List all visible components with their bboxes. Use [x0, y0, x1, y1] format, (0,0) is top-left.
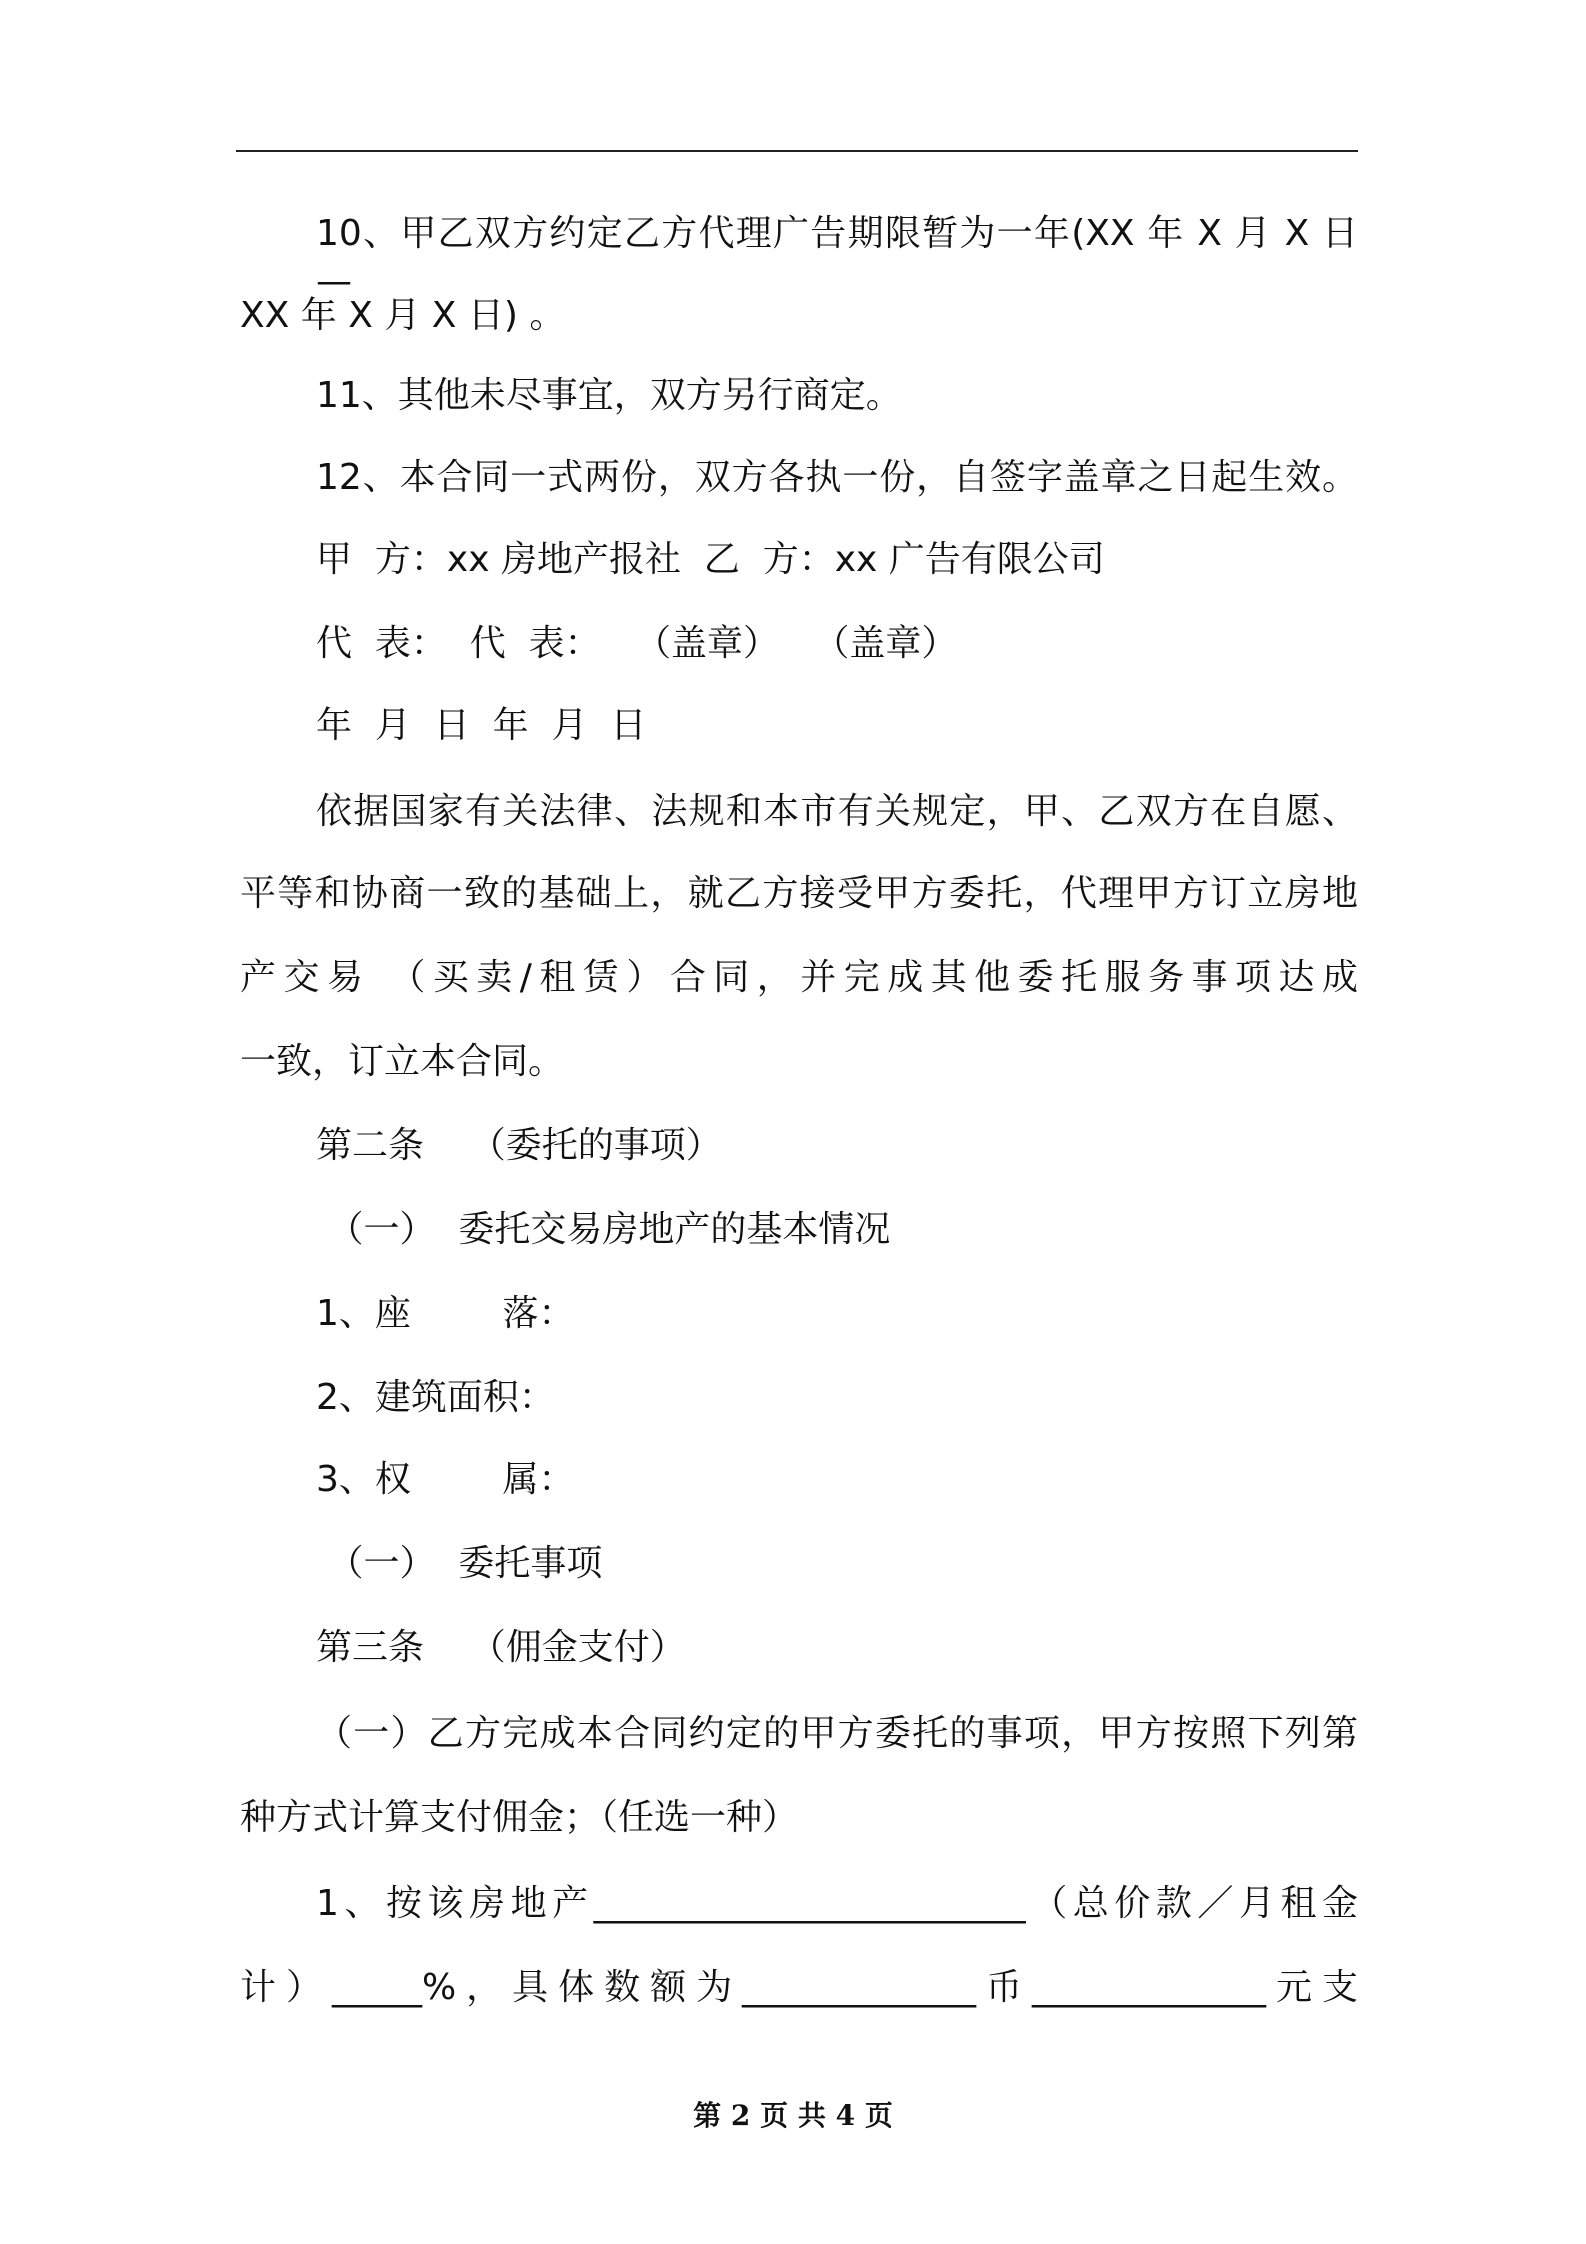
commission-line-1: （一）乙方完成本合同约定的甲方委托的事项，甲方按照下列第	[316, 1713, 1358, 1754]
commission-option-1-line-1: 1、按该房地产________________________（总价款／月租金	[316, 1883, 1358, 1924]
item-ownership: 3、权 属：	[316, 1459, 575, 1500]
representative-line: 代 表： 代 表： （盖章） （盖章）	[316, 623, 958, 664]
item-location: 1、座 落：	[316, 1293, 575, 1334]
clause-12: 12、本合同一式两份，双方各执一份，自签字盖章之日起生效。	[316, 457, 1358, 498]
section-entrusted-matters: （一） 委托事项	[316, 1543, 603, 1584]
article-3-heading: 第三条 （佣金支付）	[316, 1627, 686, 1668]
preamble-line-1: 依据国家有关法律、法规和本市有关规定，甲、乙双方在自愿、	[316, 791, 1358, 832]
article-2-heading: 第二条 （委托的事项）	[316, 1125, 722, 1166]
clause-10-line-2: XX 年 X 月 X 日) 。	[240, 295, 566, 336]
commission-line-2: 种方式计算支付佣金；（任选一种）	[240, 1797, 799, 1838]
clause-10-line-1: 10、甲乙双方约定乙方代理广告期限暂为一年(XX 年 X 月 X 日—	[316, 213, 1358, 302]
header-rule	[236, 150, 1358, 152]
section-property-info: （一） 委托交易房地产的基本情况	[316, 1209, 891, 1250]
party-line: 甲 方：xx 房地产报社 乙 方：xx 广告有限公司	[316, 539, 1105, 580]
commission-option-1-line-2: 计）_____%，具体数额为_____________币_____________元支	[240, 1967, 1358, 2008]
clause-11: 11、其他未尽事宜，双方另行商定。	[316, 375, 902, 416]
item-floor-area: 2、建筑面积：	[316, 1377, 555, 1418]
page-number-footer: 第 2 页 共 4 页	[693, 2099, 893, 2132]
preamble-line-4: 一致，订立本合同。	[240, 1041, 565, 1082]
date-line: 年 月 日 年 月 日	[316, 705, 647, 746]
preamble-line-3: 产交易 （买卖/租赁）合同，并完成其他委托服务事项达成	[240, 957, 1358, 998]
preamble-line-2: 平等和协商一致的基础上，就乙方接受甲方委托，代理甲方订立房地	[240, 873, 1358, 914]
